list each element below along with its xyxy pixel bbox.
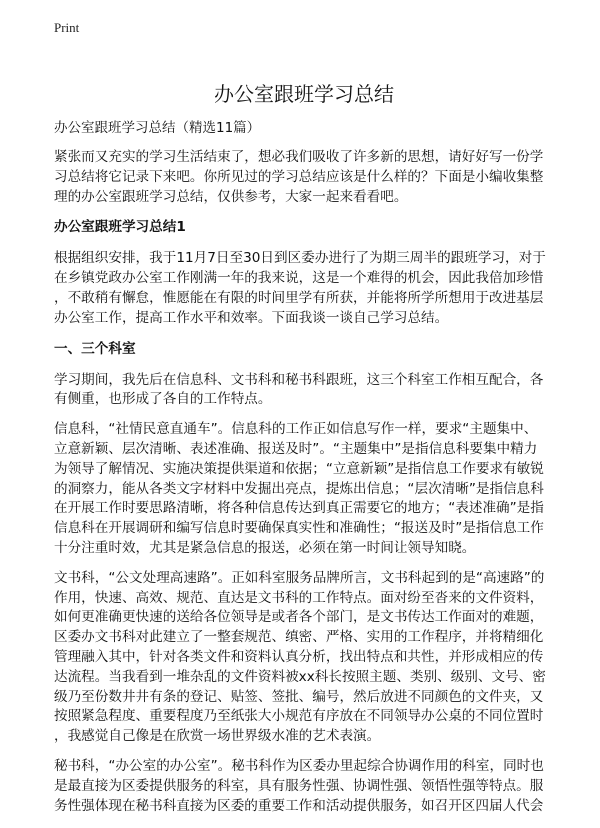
paragraph-line: 紧张而又充实的学习生活结束了，想必我们吸收了许多新的思想，请好好写一份学 [54, 149, 544, 165]
paragraph [54, 148, 554, 207]
paragraph-line: 理的办公室跟班学习总结，仅供参考，大家一起来看看吧。 [54, 188, 408, 205]
document-subtitle: 办公室跟班学习总结（精选11篇） [54, 120, 261, 136]
paragraph-line: 为领导了解情况、实施决策提供渠道和依据；“立意新颖”是指信息工作要求有敏锐 [54, 460, 544, 477]
section-heading: 办公室跟班学习总结1 [54, 219, 186, 236]
paragraph-line: ，不敢稍有懈怠，惟愿能在有限的时间里学有所获，并能将所学所想用于改进基层 [54, 289, 544, 306]
paragraph-line: 是最直接为区委提供服务的科室，具有服务性强、协调性强、领悟性强等特点。服 [54, 777, 544, 794]
paragraph [54, 420, 554, 559]
paragraph-line: 办公室工作，提高工作水平和效率。下面我谈一谈自己学习总结。 [54, 309, 449, 326]
paragraph-line: 区委办文书科对此建立了一整套规范、缜密、严格、实用的工作程序，并将精细化 [54, 629, 544, 646]
paragraph-line: 十分注重时效，尤其是紧急信息的报送，必须在第一时间让领导知晓。 [54, 539, 476, 556]
page-title: 办公室跟班学习总结 [214, 82, 394, 106]
paragraph-line: 管理融入其中，针对各类文件和资料认真分析，找出特点和共性，并形成相应的传 [54, 648, 544, 665]
paragraph-line: 在开展工作时要思路清晰，将各种信息传达到真正需要它的地方；“表述准确”是指 [54, 500, 544, 517]
paragraph [54, 757, 554, 816]
paragraph-line: 达流程。当我看到一堆杂乱的文件资料被xx科长按照主题、类别、级别、文号、密 [54, 668, 546, 685]
paragraph-line: 根据组织安排，我于11月7日至30日到区委办进行了为期三周半的跟班学习，对于 [54, 250, 546, 267]
paragraph-line: 文书科，“公文处理高速路”。正如科室服务品牌所言，文书科起到的是“高速路”的 [54, 569, 545, 586]
print-link[interactable]: Print [54, 20, 80, 35]
paragraph-line: 有侧重，也形成了各自的工作特点。 [54, 391, 272, 408]
section-heading: 一、三个科室 [54, 340, 136, 357]
paragraph-line: 信息科，“社情民意直通车”。信息科的工作正如信息写作一样，要求“主题集中、 [54, 421, 538, 438]
paragraph-line: 级乃至份数井井有条的登记、贴签、签批、编号，然后放进不同颜色的文件夹，又 [54, 688, 544, 705]
paragraph-line: 务性强体现在秘书科直接为区委的重要工作和活动提供服务，如召开区四届人代会 [54, 797, 544, 814]
paragraph-line: 立意新颖、层次清晰、表述准确、报送及时”。“主题集中”是指信息科要集中精力 [54, 440, 538, 457]
paragraph-line: ，我感觉自己像是在欣赏一场世界级水准的艺术表演。 [54, 728, 381, 745]
document-content [54, 148, 554, 816]
paragraph-line: 按照紧急程度、重要程度乃至纸张大小规范有序放在不同领导办公桌的不同位置时 [54, 708, 544, 725]
paragraph [54, 371, 554, 411]
paragraph-line: 的洞察力，能从各类文字材料中发掘出亮点，提炼出信息；“层次清晰”是指信息科 [54, 480, 544, 497]
paragraph-line: 作用，快速、高效、规范、直达是文书科的工作特点。面对纷至沓来的文件资料， [54, 589, 544, 606]
document-body [54, 80, 554, 826]
paragraph-line: 学习期间，我先后在信息科、文书科和秘书科跟班，这三个科室工作相互配合，各 [54, 371, 544, 388]
paragraph-line: 习总结将它记录下来吧。你所见过的学习总结应该是什么样的？下面是小编收集整 [54, 168, 544, 185]
paragraph-line: 如何更准确更快速的送给各位领导是或者各个部门，是文书传达工作面对的难题， [54, 609, 544, 626]
paragraph [54, 569, 554, 747]
paragraph-line: 秘书科，“办公室的办公室”。秘书科作为区委办里起综合协调作用的科室，同时也 [54, 757, 544, 774]
paragraph-line: 信息科在开展调研和编写信息时要确保真实性和准确性；“报送及时”是指信息工作 [54, 520, 544, 537]
paragraph [54, 249, 554, 328]
paragraph-line: 在乡镇党政办公室工作刚满一年的我来说，这是一个难得的机会，因此我倍加珍惜 [54, 270, 544, 287]
